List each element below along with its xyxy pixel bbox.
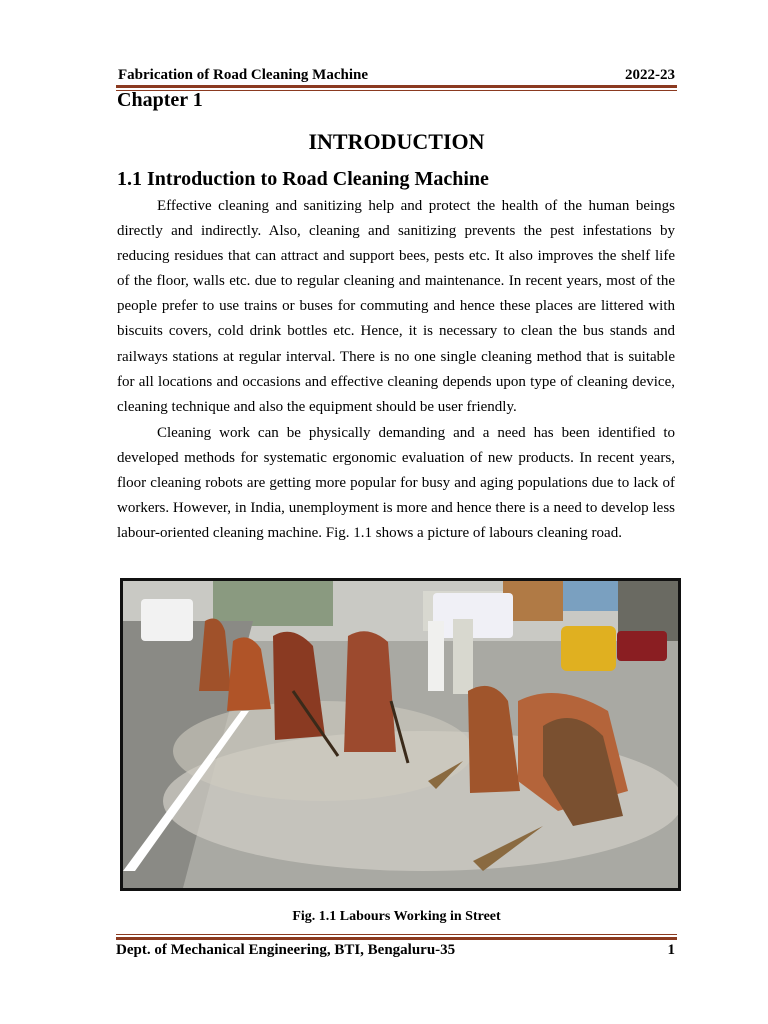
chapter-label: Chapter 1 [117, 89, 203, 111]
page-footer [116, 939, 675, 959]
figure-photo [120, 578, 681, 891]
street-cleaning-photo [123, 581, 678, 888]
header-title: Fabrication of Road Cleaning Machine [118, 67, 368, 83]
header-year: 2022-23 [625, 67, 675, 83]
page-title: INTRODUCTION [308, 129, 485, 154]
footer-rule-thin [116, 934, 677, 935]
paragraph-2: Cleaning work can be physically demanding and a need has been identified to developed methods for systematic ergonomic evaluation of new products. In recent years, floor cleaning robots are getting more popular for busy and aging populations due to lack of workers. However, in India, unemployment is more and hence there is a need to develop less labour-oriented cleaning machine. Fig. 1.1 shows a picture of labours cleaning road. [117, 425, 675, 542]
page-number: 1 [667, 942, 675, 958]
page-header [118, 64, 675, 84]
header-rule [116, 85, 677, 88]
figure-caption: Fig. 1.1 Labours Working in Street [292, 909, 501, 924]
paragraph-1: Effective cleaning and sanitizing help and protect the health of the human beings directly and indirectly. Also, cleaning and sanitizing prevents the pest infestations by reducing residues that can attract and support bees, pests etc. It also improves the shelf life of the floor, walls etc. due to regular cleaning and maintenance. In recent years, most of the people prefer to use trains or buses for commuting and hence these places are littered with biscuits covers, cold drink bottles etc. Hence, it is necessary to clean the bus stands and railways stations at regular interval. There is no one single cleaning method that is suitable for all locations and occasions and effective cleaning depends upon type of cleaning device, cleaning technique and also the equipment should be user friendly. [117, 198, 675, 415]
section-heading: 1.1 Introduction to Road Cleaning Machine [117, 168, 489, 190]
footer-department: Dept. of Mechanical Engineering, BTI, Bengaluru-35 [116, 942, 456, 958]
